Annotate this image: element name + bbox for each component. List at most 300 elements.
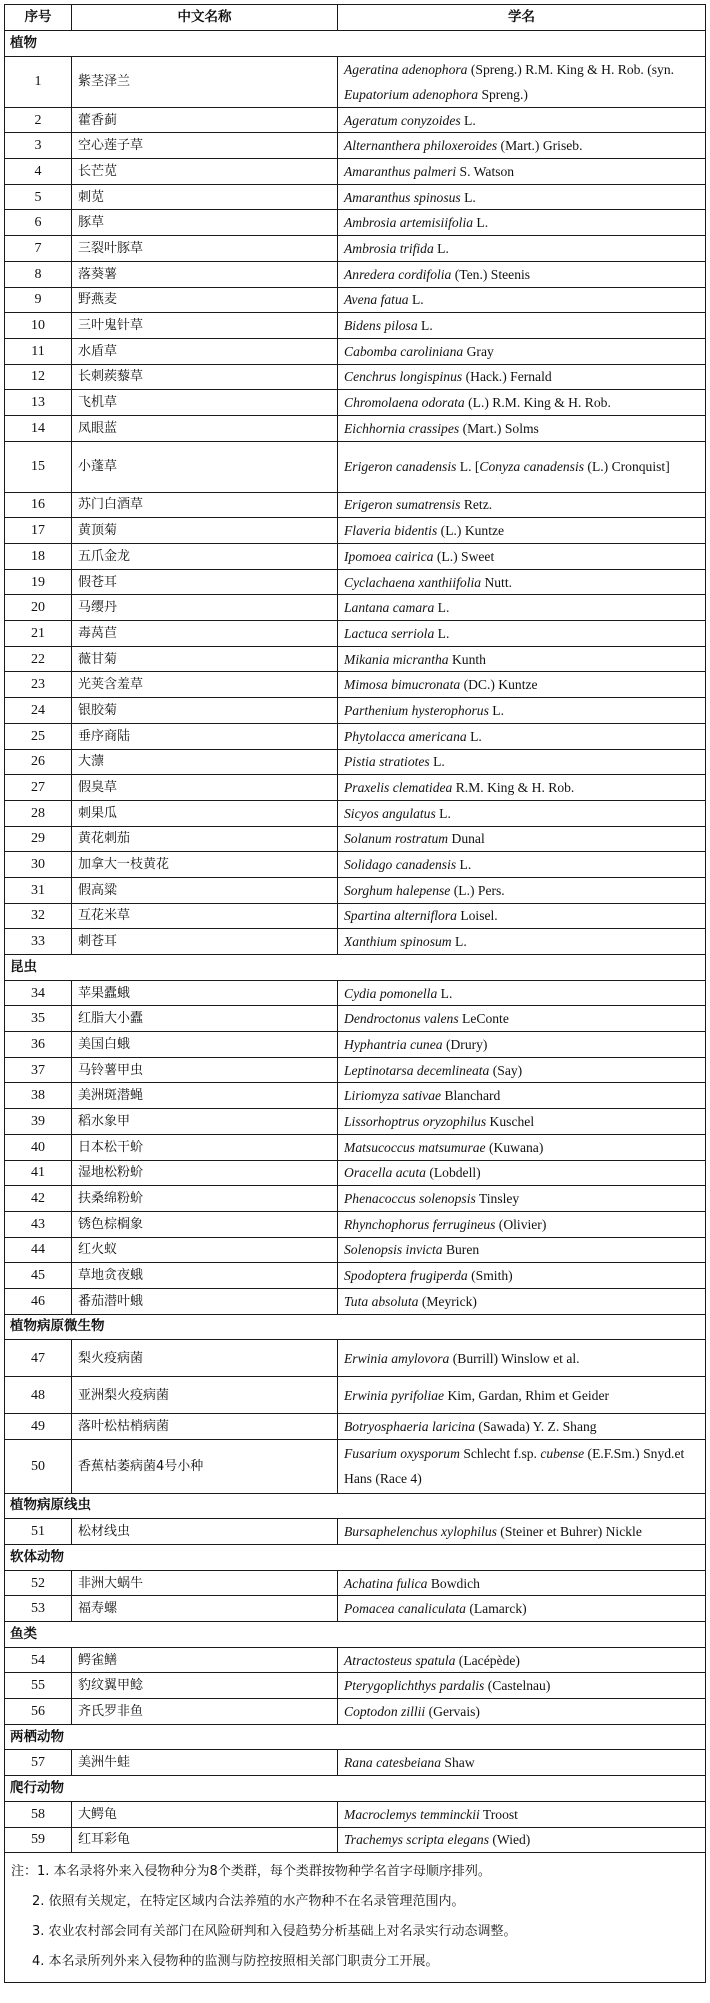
serial-number-cell: 53 (5, 1596, 72, 1622)
scientific-name-authority: (Castelnau) (484, 1678, 551, 1694)
chinese-name-cell: 锈色棕榈象 (72, 1211, 338, 1237)
scientific-name-authority: L. (437, 985, 453, 1001)
scientific-name-authority: L. (460, 112, 476, 128)
scientific-name-authority: Gray (463, 343, 494, 359)
scientific-name-cell (338, 826, 706, 852)
scientific-name-authority: (L.) R.M. King & H. Rob. (464, 395, 611, 411)
table-row (5, 646, 706, 672)
serial-number-cell: 34 (5, 980, 72, 1006)
serial-number-cell: 20 (5, 595, 72, 621)
scientific-name-italic: Pistia stratiotes (344, 754, 430, 770)
chinese-name-cell: 落葵薯 (72, 261, 338, 287)
notes-cell (5, 1853, 706, 1983)
serial-number-cell: 31 (5, 877, 72, 903)
header-serial-number: 序号 (5, 5, 72, 31)
serial-number-cell: 47 (5, 1340, 72, 1377)
serial-number-cell: 40 (5, 1134, 72, 1160)
table-row (5, 1413, 706, 1439)
table-row (5, 1801, 706, 1827)
serial-number-cell: 57 (5, 1750, 72, 1776)
chinese-name-cell: 黄顶菊 (72, 518, 338, 544)
category-label: 植物病原微生物 (5, 1314, 706, 1340)
scientific-name-cell (338, 1750, 706, 1776)
scientific-name-cell (338, 1211, 706, 1237)
chinese-name-cell: 飞机草 (72, 390, 338, 416)
table-row (5, 1439, 706, 1493)
table-row (5, 1519, 706, 1545)
category-label: 软体动物 (5, 1544, 706, 1570)
header-chinese-name: 中文名称 (72, 5, 338, 31)
serial-number-cell: 13 (5, 390, 72, 416)
scientific-name-authority: (Sawada) Y. Z. Shang (475, 1418, 597, 1434)
chinese-name-cell: 马铃薯甲虫 (72, 1057, 338, 1083)
scientific-name-authority: L. (460, 189, 476, 205)
serial-number-cell: 5 (5, 184, 72, 210)
chinese-name-cell: 长刺蒺藜草 (72, 364, 338, 390)
chinese-name-cell: 苹果蠹蛾 (72, 980, 338, 1006)
serial-number-cell: 23 (5, 672, 72, 698)
scientific-name-italic: Flaveria bidentis (344, 523, 438, 539)
table-row (5, 1237, 706, 1263)
scientific-name-italic: Pterygoplichthys pardalis (344, 1678, 485, 1694)
scientific-name-authority: L. (435, 805, 451, 821)
table-row (5, 1673, 706, 1699)
table-row (5, 749, 706, 775)
serial-number-cell: 15 (5, 441, 72, 492)
scientific-name-cell (338, 929, 706, 955)
table-row (5, 56, 706, 107)
chinese-name-cell: 鳄雀鳝 (72, 1647, 338, 1673)
serial-number-cell: 21 (5, 621, 72, 647)
scientific-name-italic: Mimosa bimucronata (344, 677, 461, 693)
scientific-name-authority: L. (434, 600, 450, 616)
scientific-name-cell (338, 1570, 706, 1596)
scientific-name-authority: Tinsley (475, 1191, 520, 1207)
serial-number-cell: 17 (5, 518, 72, 544)
scientific-name-italic: Botryosphaeria laricina (344, 1418, 476, 1434)
scientific-name-cell (338, 1519, 706, 1545)
scientific-name-authority: LeConte (458, 1011, 509, 1027)
scientific-name-italic: Oracella acuta (344, 1165, 426, 1181)
chinese-name-cell: 互花米草 (72, 903, 338, 929)
table-row (5, 1570, 706, 1596)
chinese-name-cell: 大鳄龟 (72, 1801, 338, 1827)
scientific-name-cell (338, 980, 706, 1006)
serial-number-cell: 39 (5, 1109, 72, 1135)
scientific-name-authority: Loisel. (456, 908, 498, 924)
scientific-name-cell (338, 1134, 706, 1160)
scientific-name-authority: L. (488, 702, 504, 718)
table-row (5, 184, 706, 210)
chinese-name-cell: 豹纹翼甲鲶 (72, 1673, 338, 1699)
table-row (5, 1288, 706, 1314)
scientific-name-cell (338, 698, 706, 724)
scientific-name-authority: Shaw (441, 1755, 475, 1771)
scientific-name-cell (338, 1263, 706, 1289)
chinese-name-cell: 番茄潜叶蛾 (72, 1288, 338, 1314)
scientific-name-cell (338, 1801, 706, 1827)
serial-number-cell: 43 (5, 1211, 72, 1237)
table-row (5, 595, 706, 621)
scientific-name-cell (338, 1160, 706, 1186)
chinese-name-cell: 苏门白酒草 (72, 492, 338, 518)
table-row (5, 1827, 706, 1853)
scientific-name-italic: Eupatorium adenophora (344, 86, 479, 102)
scientific-name-italic: Solanum rostratum (344, 831, 449, 847)
scientific-name-authority: L. (417, 318, 433, 334)
table-row (5, 672, 706, 698)
category-row (5, 1314, 706, 1340)
scientific-name-authority: L. (433, 240, 449, 256)
serial-number-cell: 35 (5, 1006, 72, 1032)
scientific-name-italic: Phytolacca americana (344, 728, 467, 744)
scientific-name-authority: S. Watson (456, 163, 515, 179)
scientific-name-cell (338, 1109, 706, 1135)
scientific-name-authority: L. (473, 215, 489, 231)
chinese-name-cell: 稻水象甲 (72, 1109, 338, 1135)
serial-number-cell: 18 (5, 544, 72, 570)
serial-number-cell: 14 (5, 415, 72, 441)
chinese-name-cell: 三裂叶豚草 (72, 236, 338, 262)
table-row (5, 723, 706, 749)
scientific-name-italic: Atractosteus spatula (344, 1652, 456, 1668)
scientific-name-cell (338, 852, 706, 878)
scientific-name-italic: Cydia pomonella (344, 985, 438, 1001)
scientific-name-authority: (L.) Pers. (450, 882, 505, 898)
scientific-name-cell (338, 595, 706, 621)
note-text-1: 1. 本名录将外来入侵物种分为8个类群，每个类群按物种学名首字母顺序排列。 (37, 1864, 491, 1880)
scientific-name-cell (338, 287, 706, 313)
scientific-name-authority: (Kuwana) (485, 1139, 544, 1155)
table-row (5, 1057, 706, 1083)
serial-number-cell: 2 (5, 107, 72, 133)
table-row (5, 1263, 706, 1289)
chinese-name-cell: 刺果瓜 (72, 800, 338, 826)
invasive-species-list-document (4, 4, 705, 1983)
chinese-name-cell: 三叶鬼针草 (72, 313, 338, 339)
chinese-name-cell: 小蓬草 (72, 441, 338, 492)
scientific-name-authority: R.M. King & H. Rob. (452, 780, 575, 796)
scientific-name-authority: (Hack.) Fernald (462, 369, 552, 385)
species-table (4, 4, 706, 1983)
scientific-name-cell (338, 569, 706, 595)
scientific-name-italic: Fusarium oxysporum (344, 1446, 460, 1462)
table-row (5, 903, 706, 929)
serial-number-cell: 27 (5, 775, 72, 801)
scientific-name-authority: (Mart.) Griseb. (497, 138, 583, 154)
chinese-name-cell: 日本松干蚧 (72, 1134, 338, 1160)
chinese-name-cell: 红脂大小蠹 (72, 1006, 338, 1032)
category-row (5, 955, 706, 981)
scientific-name-authority: L. (434, 625, 450, 641)
category-row (5, 1724, 706, 1750)
chinese-name-cell: 假苍耳 (72, 569, 338, 595)
scientific-name-cell (338, 390, 706, 416)
scientific-name-authority: Kuschel (486, 1113, 535, 1129)
table-row (5, 1083, 706, 1109)
scientific-name-cell (338, 236, 706, 262)
serial-number-cell: 32 (5, 903, 72, 929)
scientific-name-authority: (Mart.) Solms (459, 420, 539, 436)
scientific-name-authority: L. (408, 292, 424, 308)
scientific-name-cell (338, 107, 706, 133)
serial-number-cell: 9 (5, 287, 72, 313)
scientific-name-authority: (Ten.) Steenis (451, 266, 531, 282)
serial-number-cell: 28 (5, 800, 72, 826)
scientific-name-italic: Avena fatua (344, 292, 409, 308)
scientific-name-italic: Sorghum halepense (344, 882, 451, 898)
scientific-name-authority: (Lacépède) (455, 1652, 520, 1668)
scientific-name-italic: Conyza canadensis (479, 459, 585, 475)
scientific-name-italic: Macroclemys temminckii (344, 1806, 480, 1822)
scientific-name-cell (338, 415, 706, 441)
scientific-name-cell (338, 1439, 706, 1493)
serial-number-cell: 36 (5, 1032, 72, 1058)
table-row (5, 1006, 706, 1032)
scientific-name-italic: Erwinia pyrifoliae (344, 1387, 445, 1403)
scientific-name-italic: Solidago canadensis (344, 857, 457, 873)
table-row (5, 980, 706, 1006)
table-row (5, 313, 706, 339)
scientific-name-cell (338, 646, 706, 672)
scientific-name-authority: (Spreng.) R.M. King & H. Rob. (syn. (467, 61, 675, 77)
species-table-body (5, 31, 706, 1853)
scientific-name-cell (338, 492, 706, 518)
scientific-name-italic: Mikania micrantha (344, 651, 449, 667)
scientific-name-authority: (Wied) (488, 1832, 531, 1848)
table-row (5, 826, 706, 852)
table-row (5, 1211, 706, 1237)
scientific-name-cell (338, 1827, 706, 1853)
header-scientific-name: 学名 (338, 5, 706, 31)
chinese-name-cell: 空心莲子草 (72, 133, 338, 159)
scientific-name-cell (338, 184, 706, 210)
chinese-name-cell: 红耳彩龟 (72, 1827, 338, 1853)
chinese-name-cell: 马缨丹 (72, 595, 338, 621)
table-row (5, 390, 706, 416)
serial-number-cell: 37 (5, 1057, 72, 1083)
note-line-2: 2. 依照有关规定，在特定区域内合法养殖的水产物种不在名录管理范围内。 (32, 1894, 465, 1910)
chinese-name-cell: 福寿螺 (72, 1596, 338, 1622)
chinese-name-cell: 美洲牛蛙 (72, 1750, 338, 1776)
scientific-name-cell (338, 877, 706, 903)
scientific-name-cell (338, 1083, 706, 1109)
chinese-name-cell: 五爪金龙 (72, 544, 338, 570)
table-header-row (5, 5, 706, 31)
scientific-name-italic: Praxelis clematidea (344, 780, 453, 796)
scientific-name-authority: L. (429, 754, 445, 770)
scientific-name-italic: Coptodon zillii (344, 1703, 426, 1719)
serial-number-cell: 50 (5, 1439, 72, 1493)
chinese-name-cell: 松材线虫 (72, 1519, 338, 1545)
scientific-name-cell (338, 441, 706, 492)
category-label: 植物 (5, 31, 706, 57)
note-line-4: 4. 本名录所列外来入侵物种的监测与防控按照相关部门职责分工开展。 (32, 1954, 439, 1970)
category-row (5, 1544, 706, 1570)
scientific-name-italic: Ambrosia trifida (344, 240, 434, 256)
scientific-name-cell (338, 1673, 706, 1699)
note-line-1 (11, 1857, 701, 1887)
scientific-name-italic: Spartina alterniflora (344, 908, 457, 924)
serial-number-cell: 49 (5, 1413, 72, 1439)
scientific-name-authority: (Lobdell) (425, 1165, 481, 1181)
scientific-name-authority: (Drury) (442, 1036, 488, 1052)
scientific-name-cell (338, 1057, 706, 1083)
scientific-name-italic: Achatina fulica (344, 1575, 428, 1591)
table-row (5, 877, 706, 903)
scientific-name-cell (338, 1186, 706, 1212)
scientific-name-italic: Solenopsis invicta (344, 1242, 443, 1258)
serial-number-cell: 55 (5, 1673, 72, 1699)
scientific-name-italic: Liriomyza sativae (344, 1088, 442, 1104)
table-row (5, 1340, 706, 1377)
scientific-name-cell (338, 261, 706, 287)
table-row (5, 492, 706, 518)
serial-number-cell: 33 (5, 929, 72, 955)
scientific-name-italic: Xanthium spinosum (344, 934, 452, 950)
scientific-name-authority: (Say) (489, 1062, 523, 1078)
scientific-name-italic: Hyphantria cunea (344, 1036, 443, 1052)
note-line-3: 3. 农业农村部会同有关部门在风险研判和入侵趋势分析基础上对名录实行动态调整。 (32, 1924, 517, 1940)
chinese-name-cell: 大薸 (72, 749, 338, 775)
table-row (5, 929, 706, 955)
table-row (5, 287, 706, 313)
scientific-name-italic: Erwinia amylovora (344, 1350, 450, 1366)
scientific-name-italic: Alternanthera philoxeroides (344, 138, 498, 154)
scientific-name-authority: Spreng.) (478, 86, 528, 102)
scientific-name-authority: (L.) Kuntze (437, 523, 505, 539)
scientific-name-authority: Kunth (448, 651, 486, 667)
scientific-name-cell (338, 1377, 706, 1414)
table-row (5, 1377, 706, 1414)
scientific-name-authority: Retz. (460, 497, 493, 513)
scientific-name-italic: Cyclachaena xanthiifolia (344, 574, 482, 590)
scientific-name-italic: Bursaphelenchus xylophilus (344, 1524, 497, 1540)
scientific-name-cell (338, 903, 706, 929)
chinese-name-cell: 红火蚁 (72, 1237, 338, 1263)
scientific-name-cell (338, 56, 706, 107)
scientific-name-cell (338, 1413, 706, 1439)
table-row (5, 1596, 706, 1622)
scientific-name-italic: cubense (540, 1446, 585, 1462)
note-prefix: 注： (11, 1864, 38, 1880)
scientific-name-cell (338, 1699, 706, 1725)
serial-number-cell: 11 (5, 338, 72, 364)
chinese-name-cell: 香蕉枯萎病菌4号小种 (72, 1439, 338, 1493)
scientific-name-cell (338, 1006, 706, 1032)
serial-number-cell: 58 (5, 1801, 72, 1827)
scientific-name-authority: (Burrill) Winslow et al. (449, 1350, 580, 1366)
scientific-name-authority: (DC.) Kuntze (460, 677, 538, 693)
chinese-name-cell: 凤眼蓝 (72, 415, 338, 441)
chinese-name-cell: 美国白蛾 (72, 1032, 338, 1058)
table-row (5, 1109, 706, 1135)
serial-number-cell: 45 (5, 1263, 72, 1289)
scientific-name-italic: Amaranthus palmeri (344, 163, 457, 179)
scientific-name-cell (338, 133, 706, 159)
scientific-name-authority: Troost (479, 1806, 518, 1822)
table-row (5, 338, 706, 364)
scientific-name-cell (338, 1032, 706, 1058)
scientific-name-cell (338, 723, 706, 749)
table-row (5, 236, 706, 262)
scientific-name-italic: Dendroctonus valens (344, 1011, 459, 1027)
chinese-name-cell: 亚洲梨火疫病菌 (72, 1377, 338, 1414)
scientific-name-italic: Rhynchophorus ferrugineus (344, 1216, 496, 1232)
scientific-name-authority: L. [ (456, 459, 480, 475)
serial-number-cell: 54 (5, 1647, 72, 1673)
table-row (5, 415, 706, 441)
scientific-name-authority: (E.F.Sm.) Snyd.et Hans (Race 4) (344, 1446, 685, 1487)
scientific-name-cell (338, 544, 706, 570)
serial-number-cell: 4 (5, 159, 72, 185)
table-row (5, 1134, 706, 1160)
serial-number-cell: 24 (5, 698, 72, 724)
category-row (5, 31, 706, 57)
table-row (5, 800, 706, 826)
scientific-name-cell (338, 1237, 706, 1263)
serial-number-cell: 29 (5, 826, 72, 852)
scientific-name-authority: (L.) Cronquist] (584, 459, 670, 475)
table-row (5, 364, 706, 390)
scientific-name-italic: Chromolaena odorata (344, 395, 465, 411)
scientific-name-cell (338, 1596, 706, 1622)
table-row (5, 621, 706, 647)
serial-number-cell: 6 (5, 210, 72, 236)
chinese-name-cell: 美洲斑潜蝇 (72, 1083, 338, 1109)
category-row (5, 1622, 706, 1648)
table-row (5, 698, 706, 724)
scientific-name-authority: Dunal (448, 831, 485, 847)
serial-number-cell: 10 (5, 313, 72, 339)
scientific-name-cell (338, 210, 706, 236)
scientific-name-italic: Spodoptera frugiperda (344, 1268, 468, 1284)
scientific-name-authority: L. (451, 934, 467, 950)
scientific-name-cell (338, 1647, 706, 1673)
scientific-name-cell (338, 672, 706, 698)
scientific-name-italic: Lantana camara (344, 600, 435, 616)
chinese-name-cell: 黄花刺茄 (72, 826, 338, 852)
scientific-name-italic: Ipomoea cairica (344, 548, 434, 564)
table-row (5, 210, 706, 236)
scientific-name-authority: Kim, Gardan, Rhim et Geider (444, 1387, 610, 1403)
chinese-name-cell: 梨火疫病菌 (72, 1340, 338, 1377)
table-row (5, 261, 706, 287)
scientific-name-cell (338, 159, 706, 185)
scientific-name-authority: (Gervais) (425, 1703, 480, 1719)
serial-number-cell: 38 (5, 1083, 72, 1109)
scientific-name-italic: Phenacoccus solenopsis (344, 1191, 476, 1207)
chinese-name-cell: 豚草 (72, 210, 338, 236)
chinese-name-cell: 齐氏罗非鱼 (72, 1699, 338, 1725)
scientific-name-italic: Ageratina adenophora (344, 61, 468, 77)
serial-number-cell: 22 (5, 646, 72, 672)
category-label: 爬行动物 (5, 1776, 706, 1802)
serial-number-cell: 12 (5, 364, 72, 390)
scientific-name-cell (338, 518, 706, 544)
scientific-name-cell (338, 364, 706, 390)
serial-number-cell: 48 (5, 1377, 72, 1414)
scientific-name-italic: Matsucoccus matsumurae (344, 1139, 486, 1155)
table-row (5, 133, 706, 159)
chinese-name-cell: 刺苋 (72, 184, 338, 210)
scientific-name-authority: L. (466, 728, 482, 744)
scientific-name-authority: (Lamarck) (465, 1601, 527, 1617)
chinese-name-cell: 薇甘菊 (72, 646, 338, 672)
chinese-name-cell: 假高粱 (72, 877, 338, 903)
scientific-name-italic: Sicyos angulatus (344, 805, 436, 821)
table-row (5, 1647, 706, 1673)
